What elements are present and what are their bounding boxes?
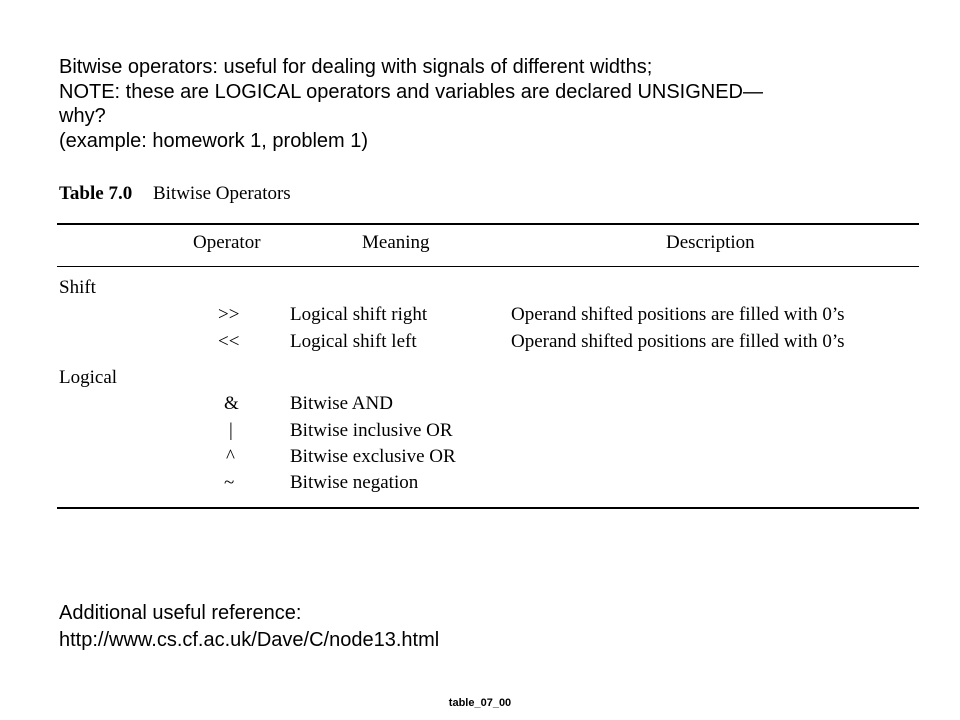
meaning-cell: Logical shift left bbox=[290, 331, 417, 352]
table-title: Bitwise Operators bbox=[152, 183, 291, 204]
meaning-cell: Bitwise exclusive OR bbox=[290, 446, 456, 467]
description-cell: Operand shifted positions are filled with 0’s bbox=[511, 331, 845, 352]
header-meaning: Meaning bbox=[362, 232, 430, 253]
table-header-rule bbox=[57, 266, 919, 267]
operator-cell: << bbox=[218, 331, 240, 352]
table-caption bbox=[59, 183, 291, 205]
intro-line: Bitwise operators: useful for dealing with signals of different widths; bbox=[59, 56, 653, 78]
table-bottom-rule bbox=[57, 507, 919, 509]
intro-line: (example: homework 1, problem 1) bbox=[59, 129, 369, 152]
description-cell: Operand shifted positions are filled with 0’s bbox=[511, 304, 845, 325]
group-label-logical: Logical bbox=[59, 367, 118, 388]
operator-cell: | bbox=[229, 420, 233, 441]
intro-text bbox=[59, 55, 919, 153]
meaning-cell: Bitwise negation bbox=[290, 472, 419, 493]
meaning-cell: Bitwise inclusive OR bbox=[290, 420, 453, 441]
reference-link[interactable]: http://www.cs.cf.ac.uk/Dave/C/node13.html bbox=[59, 629, 440, 651]
header-description: Description bbox=[666, 232, 755, 253]
footer-label: table_07_00 bbox=[448, 697, 512, 709]
operator-cell: & bbox=[224, 393, 239, 414]
intro-line: NOTE: these are LOGICAL operators and variables are declared UNSIGNED— bbox=[59, 80, 764, 103]
operator-cell: ^ bbox=[226, 446, 235, 467]
operator-cell: ~ bbox=[224, 472, 235, 493]
table-top-rule bbox=[57, 223, 919, 225]
reference-label: Additional useful reference: bbox=[59, 602, 302, 624]
operator-cell: >> bbox=[218, 304, 240, 325]
reference-block bbox=[59, 600, 439, 654]
meaning-cell: Logical shift right bbox=[290, 304, 428, 325]
intro-line: why? bbox=[59, 105, 106, 127]
group-label-shift: Shift bbox=[59, 277, 96, 298]
header-operator: Operator bbox=[193, 232, 261, 253]
meaning-cell: Bitwise AND bbox=[290, 393, 393, 414]
table-number: Table 7.0 bbox=[59, 183, 133, 204]
